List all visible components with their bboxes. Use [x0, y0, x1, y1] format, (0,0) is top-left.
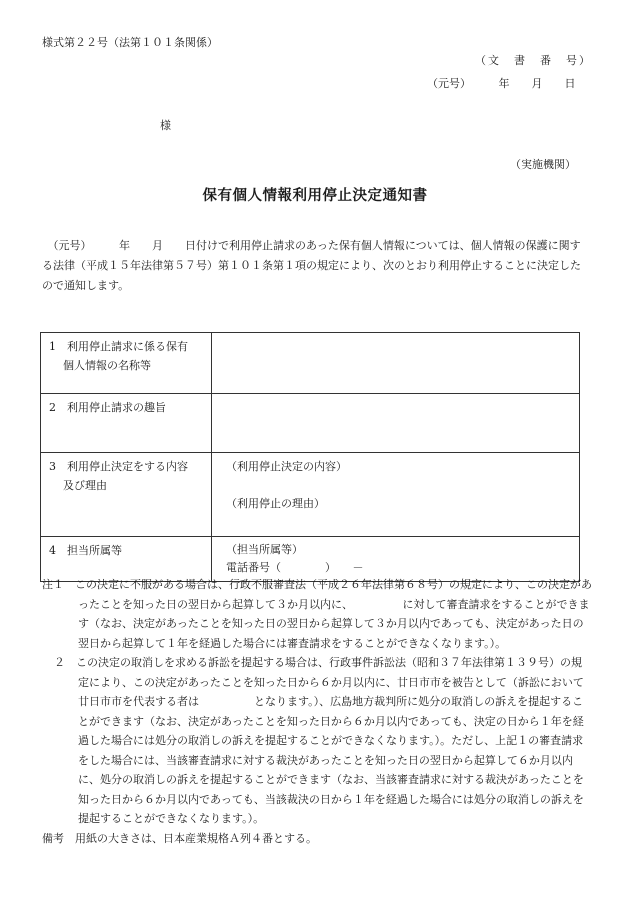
document-title: 保有個人情報利用停止決定通知書	[202, 187, 428, 204]
recipient-honorific: 様	[160, 119, 171, 132]
row-value	[212, 394, 580, 453]
document-number: （文 書 番 号）	[475, 54, 592, 67]
form-number: 様式第２２号（法第１０１条関係）	[42, 36, 218, 49]
issue-date: （元号） 年 月 日	[427, 77, 576, 90]
table-row	[41, 453, 580, 537]
issuing-agency: （実施機関）	[510, 158, 576, 171]
row-label-line: 1 利用停止請求に係る保有	[49, 340, 188, 353]
remark: 備考 用紙の大きさは、日本産業規格Ａ列４番とする。	[42, 831, 317, 845]
row-label	[41, 333, 212, 394]
notice-body-text: （元号） 年 月 日付けで利用停止請求のあった保有個人情報については、個人情報の保護に関する法律（平成１５年法律第５７号）第１０１条第１項の規定により、次のとおり利用停止することに決定したので通知します。	[42, 239, 581, 292]
decision-table	[40, 332, 580, 582]
row-label	[41, 394, 212, 453]
row-value-line: （利用停止の理由）	[226, 497, 325, 510]
table-row	[41, 394, 580, 453]
row-value-line: （利用停止決定の内容）	[226, 460, 347, 473]
row-label-line: 及び理由	[63, 479, 107, 492]
row-label-line: 4 担当所属等	[49, 544, 122, 557]
table-row	[41, 333, 580, 394]
note-2: ２ この決定の取消しを求める訴訟を提起する場合は、行政事件訴訟法（昭和３７年法律第１３９号）の規定により、この決定があったことを知った日から６か月以内に、廿日市市を被告として（訴訟において廿日市市を代表する者は となります。）、広島地方裁判所に処分の取消しの訴えを提起することができます（なお、決定があったことを知った日から６か月以内であっても、決定の日から１年を経過した場合には処分の取消しの訴えを提起することができなくなります。）。ただし、上記１の審査請求をした場合には、当該審査請求に対する裁決があったことを知った日の翌日から起算して６か月以内に、処分の取消しの訴えを提起することができます（なお、当該審査請求に対する裁決があったことを知った日から６か月以内であっても、当該裁決の日から１年を経過した場合には処分の取消しの訴えを提起することができなくなります。）。	[54, 656, 584, 825]
row-value	[212, 333, 580, 394]
notes-section	[42, 575, 592, 848]
row-label-line: 3 利用停止決定をする内容	[49, 460, 188, 473]
phone-number-line: 電話番号（ ） －	[226, 561, 364, 574]
row-label-line: 個人情報の名称等	[63, 359, 151, 372]
row-label	[41, 453, 212, 537]
notice-body	[42, 236, 590, 296]
row-label-line: 2 利用停止請求の趣旨	[49, 401, 166, 414]
row-value-line: （担当所属等）	[226, 543, 303, 556]
note-1: 注１ この決定に不服がある場合は、行政不服審査法（平成２６年法律第６８号）の規定により、この決定があったことを知った日の翌日から起算して３か月以内に、 に対して審査請求をすることができます（なお、決定があったことを知った日の翌日から起算して３か月以内であっても、決定があった日の翌日から起算して１年を経過した場合には審査請求をすることができなくなります。）。	[42, 578, 592, 650]
row-value	[212, 453, 580, 537]
